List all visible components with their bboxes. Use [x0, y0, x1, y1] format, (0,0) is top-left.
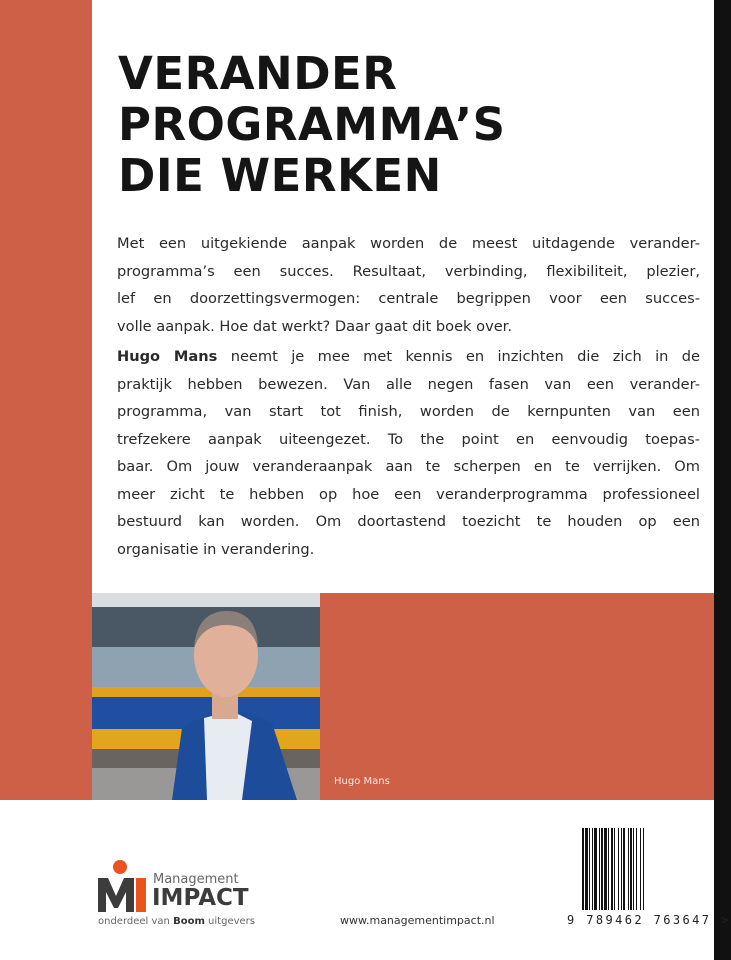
text-line: volle aanpak. Hoe dat werkt? Daar gaat dit boek over.	[117, 317, 512, 335]
text-line: praktijk hebben bewezen. Van alle negen fasen van een verander-	[117, 375, 700, 393]
blurb-paragraph-1	[117, 230, 700, 340]
barcode-bar	[592, 828, 593, 910]
barcode-bar	[582, 828, 584, 910]
barcode-bar	[608, 828, 609, 910]
barcode-bar	[601, 828, 603, 910]
photo-caption: Hugo Mans	[334, 776, 390, 787]
barcode-bar	[621, 828, 622, 910]
isbn-number: 9 789462 763647 >	[567, 913, 731, 927]
barcode	[582, 828, 682, 910]
logo-subline	[98, 916, 255, 927]
logo-line1: Management	[153, 872, 239, 887]
barcode-bar	[599, 828, 600, 910]
logo-line2: IMPACT	[152, 885, 249, 911]
text-line: organisatie in verandering.	[117, 540, 315, 558]
barcode-bar	[618, 828, 619, 910]
barcode-bar	[636, 828, 637, 910]
text-run: uitgevers	[204, 916, 255, 927]
barcode-bar	[640, 828, 641, 910]
caption-panel	[320, 593, 714, 800]
barcode-bar	[611, 828, 613, 910]
text-line: baar. Om jouw veranderaanpak aan te scherpen en te verrijken. Om	[117, 458, 700, 475]
barcode-bar	[630, 828, 632, 910]
barcode-bar	[633, 828, 634, 910]
text-run: onderdeel van	[98, 916, 174, 927]
right-dark-edge	[714, 0, 731, 960]
title-line: VERANDER	[118, 47, 398, 100]
barcode-bar	[594, 828, 597, 910]
text-run: neemt je mee met kennis en inzichten die zich in de	[217, 348, 700, 365]
text-line	[117, 343, 700, 371]
publisher-logo	[98, 858, 298, 928]
blurb-paragraph-2	[117, 343, 700, 563]
text-line: trefzekere aanpak uiteengezet. To the point en eenvoudig toepas-	[117, 430, 700, 448]
book-title	[118, 48, 506, 201]
barcode-bar	[614, 828, 615, 910]
barcode-bar	[585, 828, 588, 910]
author-photo	[92, 593, 320, 800]
title-line: PROGRAMMA’S	[118, 98, 506, 151]
barcode-bar	[643, 828, 644, 910]
left-accent-strip	[0, 0, 92, 800]
author-name: Hugo Mans	[117, 348, 218, 365]
text-line: meer zicht te hebben op hoe een veranderprogramma professioneel	[117, 485, 700, 503]
title-line: DIE WERKEN	[118, 149, 442, 202]
publisher-website[interactable]: www.managementimpact.nl	[340, 914, 495, 927]
text-line: lef en doorzettingsvermogen: centrale begrippen voor een succes-	[117, 290, 700, 307]
barcode-bar	[628, 828, 629, 910]
barcode-bar	[604, 828, 607, 910]
text-line: bestuurd kan worden. Om doortastend toezicht te houden op een	[117, 513, 700, 530]
barcode-bar	[623, 828, 625, 910]
text-line: Met een uitgekiende aanpak worden de meest uitdagende verander-	[117, 235, 700, 252]
text-line: programma, van start tot finish, worden de kernpunten van een	[117, 403, 700, 420]
barcode-bar	[589, 828, 590, 910]
text-line: programma’s een succes. Resultaat, verbinding, flexibiliteit, plezier,	[117, 262, 700, 280]
text-run: Boom	[173, 916, 205, 927]
